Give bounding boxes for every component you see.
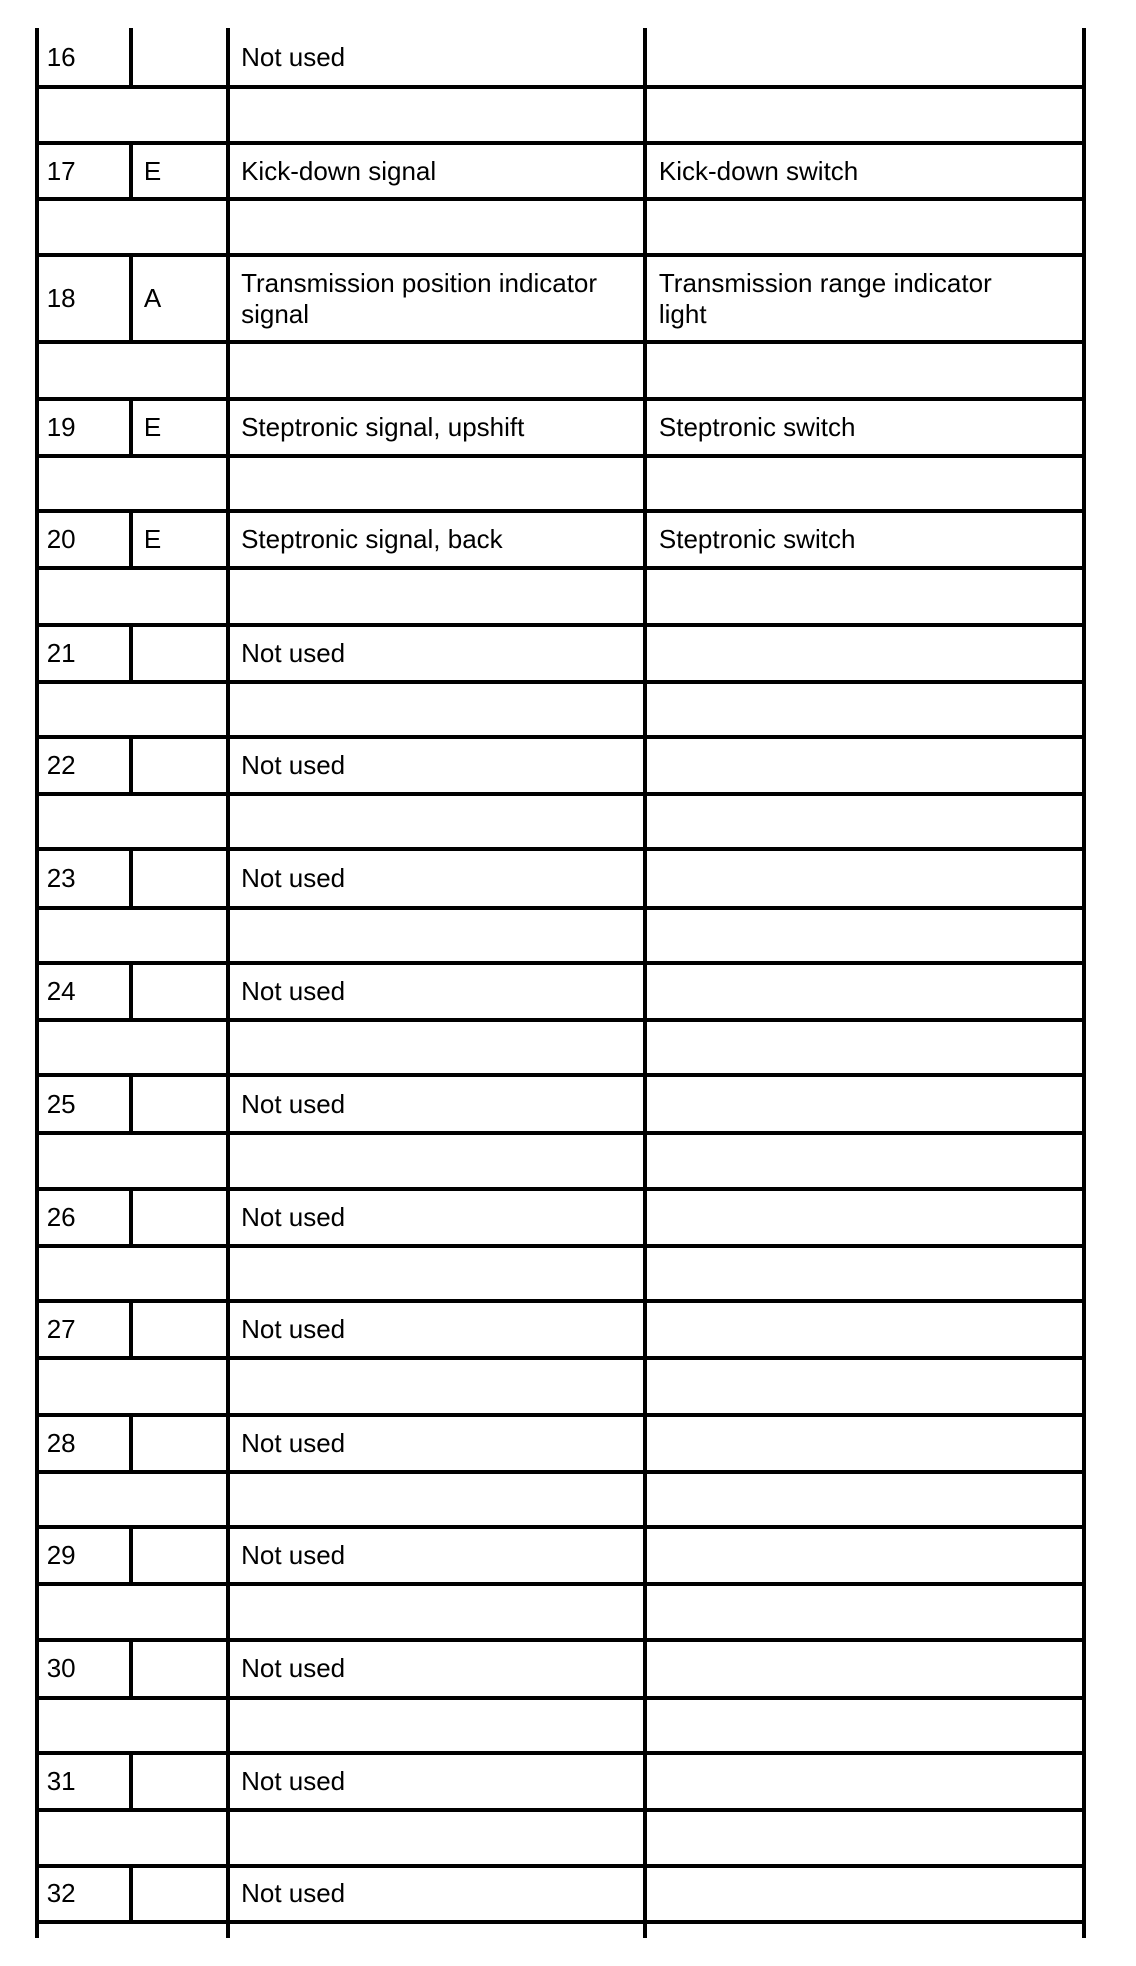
row-divider [37, 735, 1087, 739]
pin-number: 19 [46, 411, 76, 442]
row-divider [37, 1696, 1087, 1700]
pin-number: 21 [46, 637, 76, 668]
column-divider [643, 28, 647, 1938]
row-divider [37, 1808, 1087, 1812]
row-divider [37, 680, 1087, 684]
row-divider [37, 397, 1087, 401]
signal-description: Kick-down signal [241, 155, 437, 186]
pin-number: 27 [46, 1314, 76, 1345]
pin-type-divider [129, 1415, 133, 1472]
pin-number: 28 [46, 1427, 76, 1458]
signal-type: E [143, 524, 162, 555]
pin-number: 31 [46, 1766, 76, 1797]
row-divider [37, 1073, 1087, 1077]
pin-number: 29 [46, 1540, 76, 1571]
row-divider [37, 1018, 1087, 1022]
pin-type-divider [129, 625, 133, 682]
pin-type-divider [129, 849, 133, 907]
row-divider [37, 1751, 1087, 1755]
table-border-right [1082, 28, 1086, 1938]
row-divider [37, 1187, 1087, 1191]
pin-type-divider [129, 1301, 133, 1358]
row-divider [37, 197, 1087, 201]
row-divider [37, 1356, 1087, 1360]
component-name: Kick-down switch [658, 155, 859, 186]
row-divider [37, 1244, 1087, 1248]
pin-type-divider [129, 511, 133, 568]
row-divider [37, 792, 1087, 796]
signal-description: Not used [241, 637, 346, 668]
column-divider [226, 28, 230, 1938]
signal-description: Not used [241, 1653, 346, 1684]
pin-type-divider [129, 1640, 133, 1698]
row-divider [37, 141, 1087, 145]
pin-type-divider [129, 1189, 133, 1246]
signal-description: Not used [241, 1088, 346, 1119]
signal-description: Transmission position indicator signal [241, 267, 598, 329]
component-name: Transmission range indicator light [658, 267, 992, 329]
signal-description: Steptronic signal, upshift [241, 411, 525, 442]
pin-type-divider [129, 255, 133, 342]
table-border-left [35, 28, 39, 1938]
signal-description: Not used [241, 750, 346, 781]
signal-description: Not used [241, 1766, 346, 1797]
pin-number: 26 [46, 1201, 76, 1232]
signal-description: Steptronic signal, back [241, 524, 503, 555]
pin-number: 32 [46, 1878, 76, 1909]
row-divider [37, 253, 1087, 257]
signal-description: Not used [241, 41, 346, 72]
pin-number: 30 [46, 1653, 76, 1684]
pin-type-divider [129, 1075, 133, 1133]
signal-description: Not used [241, 1314, 346, 1345]
component-name: Steptronic switch [658, 524, 856, 555]
row-divider [37, 1920, 1087, 1924]
pin-type-divider [129, 737, 133, 794]
signal-description: Not used [241, 1540, 346, 1571]
row-divider [37, 566, 1087, 570]
signal-type: E [143, 411, 162, 442]
row-divider [37, 1525, 1087, 1529]
row-divider [37, 85, 1087, 89]
row-divider [37, 340, 1087, 344]
signal-description: Not used [241, 863, 346, 893]
pin-type-divider [129, 399, 133, 456]
pin-number: 17 [46, 155, 76, 186]
row-divider [37, 1864, 1087, 1868]
row-divider [37, 847, 1087, 851]
pin-type-divider [129, 28, 133, 87]
row-divider [37, 509, 1087, 513]
signal-type: E [143, 155, 162, 186]
row-divider [37, 454, 1087, 458]
pin-type-divider [129, 963, 133, 1020]
row-divider [37, 1131, 1087, 1135]
component-name: Steptronic switch [658, 411, 856, 442]
row-divider [37, 961, 1087, 965]
pin-number: 23 [46, 863, 76, 893]
row-divider [37, 1299, 1087, 1303]
row-divider [37, 1470, 1087, 1474]
signal-description: Not used [241, 975, 346, 1006]
pin-number: 24 [46, 975, 76, 1006]
row-divider [37, 1638, 1087, 1642]
signal-description: Not used [241, 1878, 346, 1909]
pin-type-divider [129, 143, 133, 200]
pin-type-divider [129, 1527, 133, 1584]
signal-type: A [143, 283, 162, 313]
signal-description: Not used [241, 1427, 346, 1458]
pin-number: 25 [46, 1088, 76, 1119]
pin-number: 22 [46, 750, 76, 781]
pin-type-divider [129, 1866, 133, 1923]
row-divider [37, 906, 1087, 910]
pin-type-divider [129, 1753, 133, 1810]
pin-number: 16 [46, 41, 76, 72]
row-divider [37, 1582, 1087, 1586]
row-divider [37, 623, 1087, 627]
signal-description: Not used [241, 1201, 346, 1232]
pin-number: 20 [46, 524, 76, 555]
row-divider [37, 1413, 1087, 1417]
pin-number: 18 [46, 283, 76, 313]
